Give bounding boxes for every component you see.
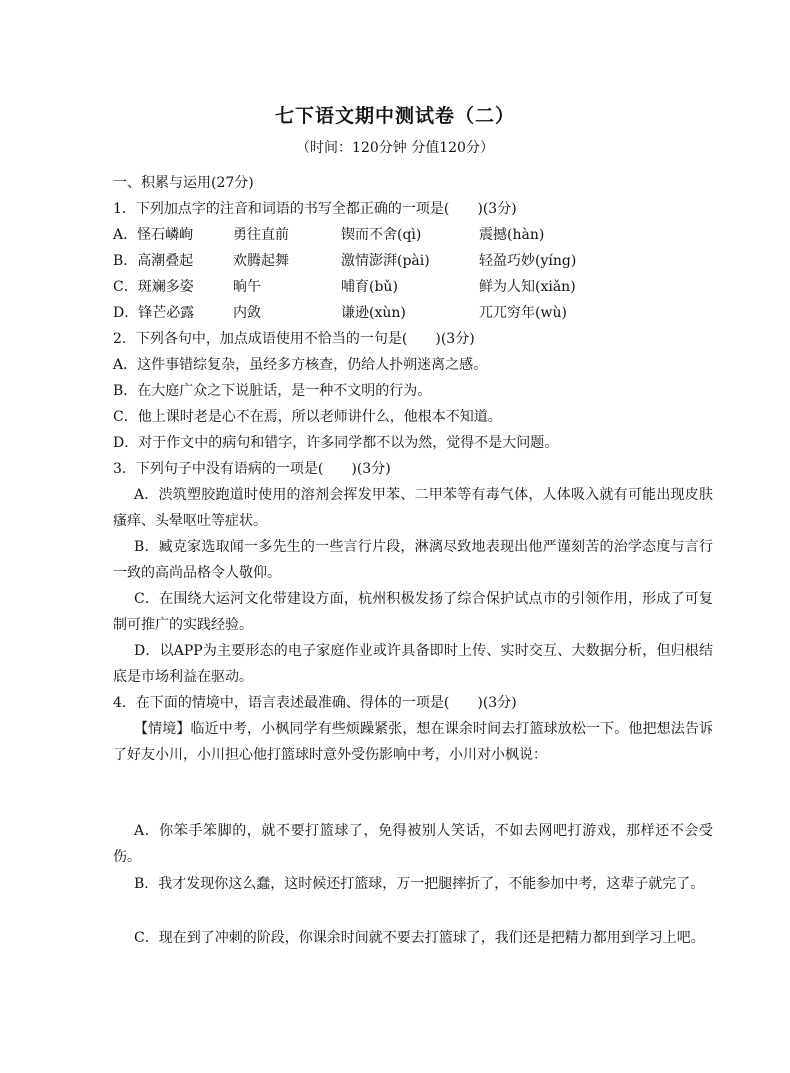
option-cell: C．斑斓多姿 — [113, 279, 194, 295]
option-cell: 欢腾起舞 — [233, 253, 289, 269]
question-3-option-a: A．渋筑塑胶跑道时使用的溶剂会挥发甲苯、二甲苯等有毒气体，人体吸入就有可能出现皮肤瘙痒、头晕呕吐等症状。 — [113, 487, 713, 529]
option-cell: 轻盈巧妙(yíng) — [479, 253, 577, 269]
question-2-option-c: C．他上课时老是心不在焉，所以老师讲什么，他根本不知道。 — [113, 409, 502, 425]
question-3-option-c: C．在围绕大运河文化带建设方面，杭州积极发扬了综合保护试点市的引领作用，形成了可复制可推广的实践经验。 — [113, 591, 713, 633]
option-cell: B．高潮叠起 — [113, 253, 194, 269]
question-1-option-b — [113, 251, 713, 271]
page-title: 七下语文期中测试卷（二） — [274, 105, 515, 127]
question-3-option-b: B．臧克家选取闻一多先生的一些言行片段，淋漓尽致地表现出他严谨刻苦的治学态度与言行一致的高尚品格令人敬仰。 — [113, 539, 713, 581]
question-1-option-d — [113, 303, 713, 323]
question-1-option-a — [113, 225, 713, 245]
section-heading: 一、积累与运用(27分) — [113, 175, 254, 191]
option-cell: 震撼(hàn) — [479, 227, 545, 243]
option-cell: 内敛 — [233, 305, 261, 321]
option-cell: 晌午 — [233, 279, 261, 295]
option-cell: 激情澎湃(pài) — [341, 253, 430, 269]
question-4-context: 【情境】临近中考，小枫同学有些烦躁紧张，想在课余时间去打篮球放松一下。他把想法告诉了好友小川，小川担心他打篮球时意外受伤影响中考，小川对小枫说： — [113, 721, 713, 763]
question-2-option-d: D．对于作文中的病句和错字，许多同学都不以为然，觉得不是大问题。 — [113, 435, 559, 451]
question-4-option-c: C．现在到了冲刺的阶段，你课余时间就不要去打篮球了，我们还是把精力都用到学习上吧。 — [134, 930, 705, 946]
question-3-stem: 3．下列句子中没有语病的一项是( )(3分) — [113, 461, 391, 477]
option-cell: 锲而不舍(qì) — [341, 227, 422, 243]
question-2-option-b: B．在大庭广众之下说脏话，是一种不文明的行为。 — [113, 383, 432, 399]
question-2-stem: 2．下列各句中，加点成语使用不恰当的一句是( )(3分) — [113, 331, 475, 347]
option-cell: 勇往直前 — [233, 227, 289, 243]
question-3-option-d: D．以APP为主要形态的电子家庭作业或许具备即时上传、实时交互、大数据分析，但归根结底是市场利益在驱动。 — [113, 643, 713, 685]
option-cell: 谦逊(xùn) — [341, 305, 406, 321]
question-4-option-b: B．我才发现你这么蠢，这时候还打篮球，万一把腿摔折了，不能参加中考，这辈子就完了。 — [134, 876, 705, 892]
option-cell: 哺育(bǔ) — [341, 279, 398, 295]
option-cell: 兀兀穷年(wù) — [479, 305, 567, 321]
option-cell: 鲜为人知(xiǎn) — [479, 279, 576, 295]
question-1-stem: 1．下列加点字的注音和词语的书写全都正确的一项是( )(3分) — [113, 201, 517, 217]
question-2-option-a: A．这件事错综复杂，虽经多方核查，仍给人扑朔迷离之感。 — [113, 357, 488, 373]
question-4-option-a: A．你笨手笨脚的，就不要打篮球了，免得被别人笑话，不如去网吧打游戏，那样还不会受伤。 — [113, 823, 713, 865]
exam-subtitle: （时间：120分钟 分值120分） — [296, 140, 494, 156]
option-cell: D．锋芒必露 — [113, 305, 195, 321]
question-1-option-c — [113, 277, 713, 297]
question-4-stem: 4．在下面的情境中，语言表述最准确、得体的一项是( )(3分) — [113, 695, 517, 711]
option-cell: A．怪石嶙峋 — [113, 227, 194, 243]
